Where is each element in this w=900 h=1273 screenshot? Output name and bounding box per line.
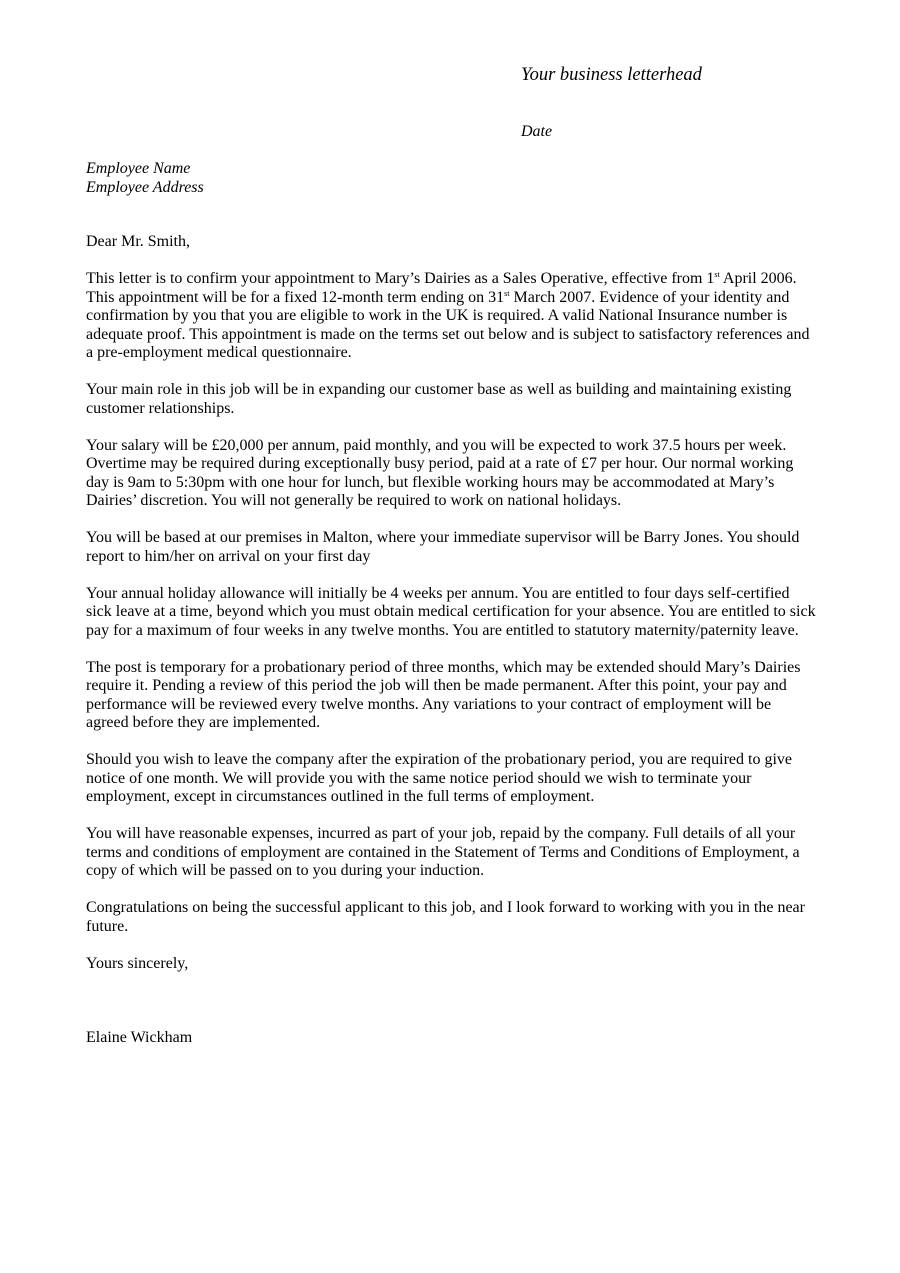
recipient-address: Employee Address [86, 178, 204, 196]
salutation: Dear Mr. Smith, [86, 233, 190, 250]
closing: Yours sincerely, [86, 954, 189, 972]
paragraph-salary: Your salary will be £20,000 per annum, paid monthly, and you will be expected to work 37.5 hours per week. Overtime may be required during exceptionally busy period, paid at a rate of £7 per hour. Our normal working day is 9am to 5:30pm with one hour for lunch, but flexible working hours may be accommodated at Mary’s Dairies’ discretion. You will not generally be required to work on national holidays. [86, 436, 794, 509]
paragraph-notice: Should you wish to leave the company after the expiration of the probationary period, you are required to give notice of one month. We will provide you with the same notice period should we wish to terminate your employment, except in circumstances outlined in the full terms of employment. [86, 751, 793, 805]
letter-body [86, 233, 816, 1066]
recipient-name: Employee Name [86, 160, 191, 177]
paragraph-role: Your main role in this job will be in expanding our customer base as well as building and maintaining existing customer relationships. [86, 381, 792, 417]
paragraph-holiday: Your annual holiday allowance will initially be 4 weeks per annum. You are entitled to four days self-certified sick leave at a time, beyond which you must obtain medical certification for your absence. You are entitled to sick pay for a maximum of four weeks in any twelve months. You are entitled to statutory maternity/paternity leave. [86, 584, 816, 639]
letterhead: Your business letterhead [521, 65, 702, 85]
paragraph-appointment: This letter is to confirm your appointment to Mary’s Dairies as a Sales Operative, effective from 1st April 2006. This appointment will be for a fixed 12-month term ending on 31st March 2007. Evidence of your identity and confirmation by you that you are eligible to work in the UK is required. A valid National Insurance number is adequate proof. This appointment is made on the terms set out below and is subject to satisfactory references and a pre-employment medical questionnaire. [86, 270, 810, 361]
signatory-name: Elaine Wickham [86, 1029, 193, 1046]
paragraph-expenses: You will have reasonable expenses, incurred as part of your job, repaid by the company. Full details of all your terms and conditions of employment are contained in the Statement of Terms and Conditions of Employment, a copy of which will be passed on to you during your induction. [86, 825, 800, 879]
paragraph-location: You will be based at our premises in Malton, where your immediate supervisor will be Barry Jones. You should report to him/her on arrival on your first day [86, 529, 800, 565]
paragraph-congratulations: Congratulations on being the successful applicant to this job, and I look forward to working with you in the near future. [86, 899, 805, 935]
paragraph-probation: The post is temporary for a probationary period of three months, which may be extended should Mary’s Dairies require it. Pending a review of this period the job will then be made permanent. After this point, your pay and performance will be reviewed every twelve months. Any variations to your contract of employment will be agreed before they are implemented. [86, 658, 801, 731]
letter-date: Date [521, 123, 553, 140]
recipient-block [86, 160, 204, 197]
